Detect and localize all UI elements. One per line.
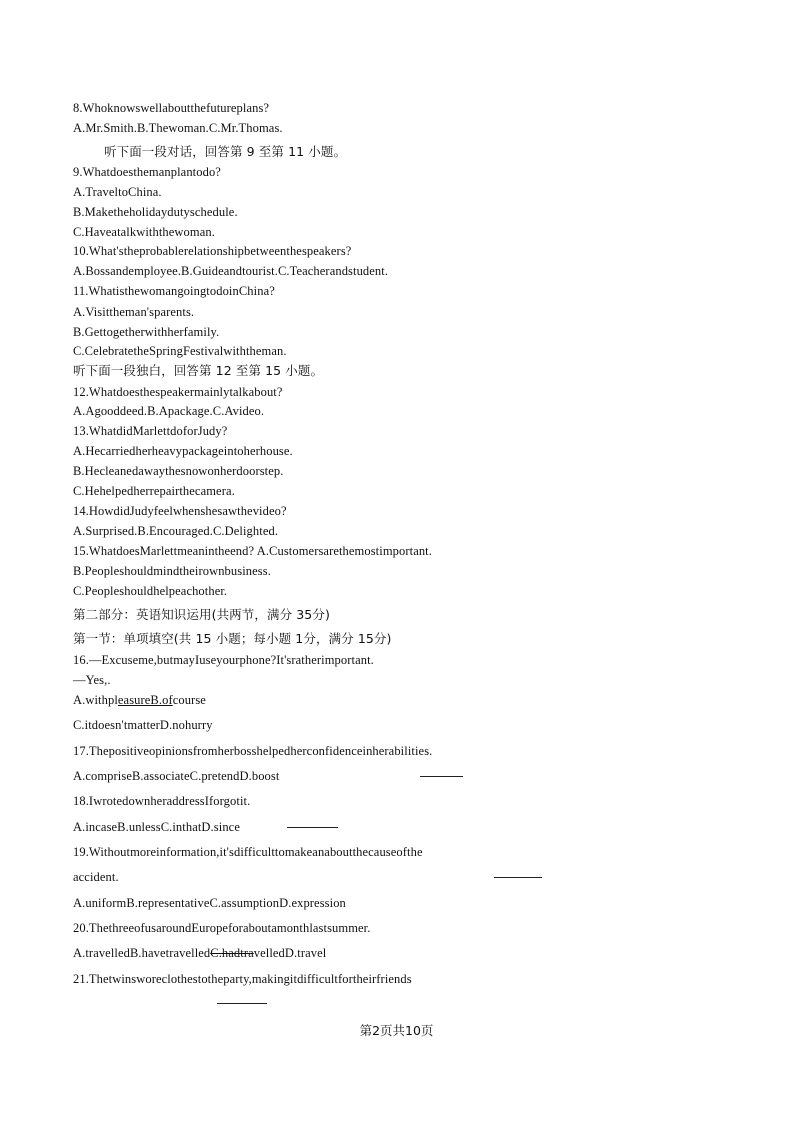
q16-option-a-part2: easureB.of	[117, 693, 173, 707]
question-18: 18.IwrotedownheraddressIforgotit.	[73, 794, 251, 808]
question-21: 21.Thetwinsworeclothestotheparty,makingitdifficultfortheirfriends	[73, 972, 412, 986]
answer-blank-21	[217, 1003, 267, 1004]
question-11: 11.WhatisthewomangoingtodoinChina?	[73, 284, 275, 298]
question-19-options: A.uniformB.representativeC.assumptionD.expression	[73, 896, 346, 910]
question-20: 20.ThethreeofusaroundEuropeforaboutamonthlastsummer.	[73, 921, 371, 935]
question-13: 13.WhatdidMarlettdoforJudy?	[73, 424, 228, 438]
section-instruction-monologue: 听下面一段独白，回答第 12 至第 15 小题。	[73, 363, 324, 378]
question-17: 17.Thepositiveopinionsfromherbosshelpedherconfidenceinherabilities.	[73, 744, 433, 758]
question-11-option-b: B.Gettogetherwithherfamily.	[73, 325, 220, 339]
question-15-option-b: B.Peopleshouldmindtheirownbusiness.	[73, 564, 271, 578]
question-15-option-c: C.Peopleshouldhelpeachother.	[73, 584, 228, 598]
question-9-option-a: A.TraveltoChina.	[73, 185, 162, 199]
q20-options-cd: velledD.travel	[253, 946, 327, 960]
answer-blank-19	[494, 877, 542, 878]
question-16-options-cd: C.itdoesn'tmatterD.nohurry	[73, 718, 213, 732]
question-8: 8.Whoknowswellaboutthefutureplans?	[73, 101, 270, 115]
question-10: 10.What'stheprobablerelationshipbetweenthespeakers?	[73, 244, 352, 258]
question-19-continued: accident.	[73, 870, 119, 884]
question-11-option-a: A.Visittheman'sparents.	[73, 305, 195, 319]
question-19: 19.Withoutmoreinformation,it'sdifficulttomakeanaboutthecauseofthe	[73, 845, 423, 859]
question-16-options-ab	[73, 692, 206, 708]
question-12: 12.Whatdoesthespeakermainlytalkabout?	[73, 385, 283, 399]
question-9-option-c: C.Haveatalkwiththewoman.	[73, 225, 215, 239]
q16-option-a-part1: A.withpl	[73, 693, 118, 707]
question-17-options: A.compriseB.associateC.pretendD.boost	[73, 769, 280, 783]
question-20-options	[73, 945, 326, 961]
question-9-option-b: B.Maketheholidaydutyschedule.	[73, 205, 238, 219]
question-18-options: A.incaseB.unlessC.inthatD.since	[73, 820, 240, 834]
question-15: 15.WhatdoesMarlettmeanintheend? A.Customersarethemostimportant.	[73, 544, 432, 558]
question-13-option-b: B.Hecleanedawaythesnowonherdoorstep.	[73, 464, 284, 478]
question-9: 9.Whatdoesthemanplantodo?	[73, 165, 221, 179]
question-13-option-c: C.Hehelpedherrepairthecamera.	[73, 484, 235, 498]
answer-blank-17	[420, 776, 463, 777]
section-instruction-dialogue: 听下面一段对话，回答第 9 至第 11 小题。	[104, 144, 347, 159]
answer-blank-18	[287, 827, 338, 828]
q16-option-b-part: course	[172, 693, 206, 707]
question-13-option-a: A.Hecarriedherheavypackageintoherhouse.	[73, 444, 293, 458]
question-12-options: A.Agooddeed.B.Apackage.C.Avideo.	[73, 404, 265, 418]
question-10-options: A.Bossandemployee.B.Guideandtourist.C.Teacherandstudent.	[73, 264, 389, 278]
question-14-options: A.Surprised.B.Encouraged.C.Delighted.	[73, 524, 279, 538]
q20-options-ab: A.travelledB.havetravelled	[73, 946, 211, 960]
q20-option-c-struck: C.hadtra	[210, 946, 254, 960]
question-16-reply: —Yes,.	[73, 673, 111, 687]
part-two-heading: 第二部分：英语知识运用(共两节，满分 35分)	[73, 607, 330, 622]
question-11-option-c: C.CelebratetheSpringFestivalwiththeman.	[73, 344, 287, 358]
page-footer: 第2页共10页	[359, 1023, 434, 1038]
question-14: 14.HowdidJudyfeelwhenshesawthevideo?	[73, 504, 287, 518]
section-one-heading: 第一节：单项填空(共 15 小题；每小题 1分，满分 15分)	[73, 631, 392, 646]
question-16: 16.—Excuseme,butmayIuseyourphone?It'sratherimportant.	[73, 653, 374, 667]
question-8-options: A.Mr.Smith.B.Thewoman.C.Mr.Thomas.	[73, 121, 283, 135]
